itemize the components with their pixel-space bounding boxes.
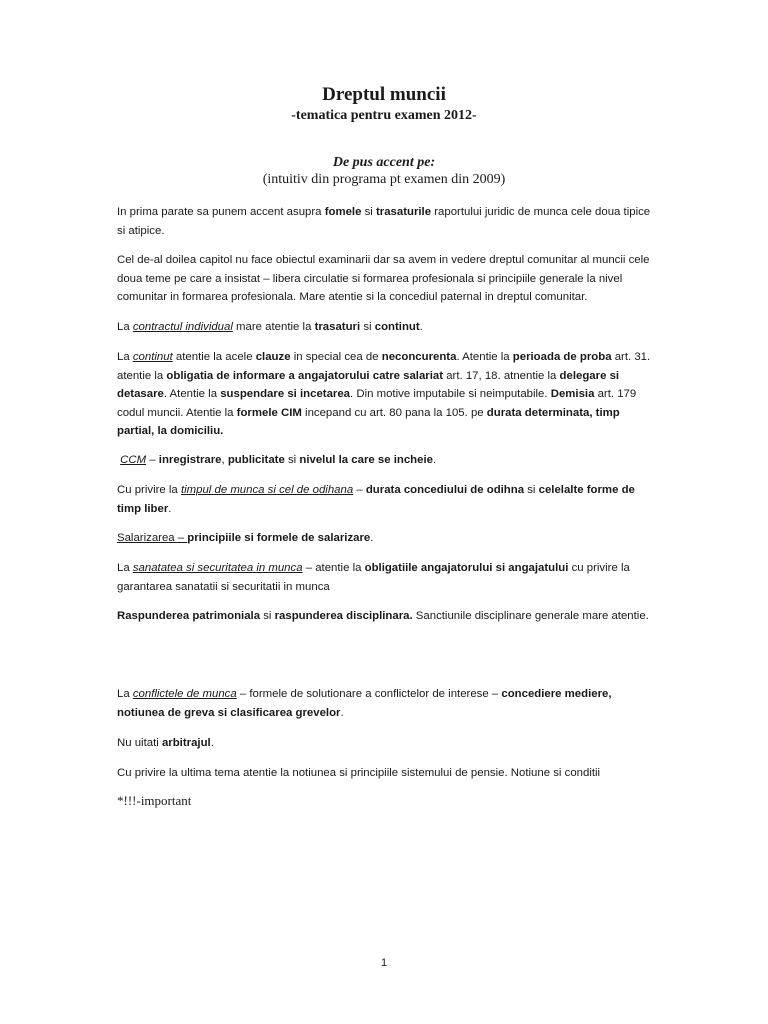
paragraph-text: Cel de-al doilea capitol nu face obiectul examinarii dar sa avem in vedere dreptul comunitar al muncii cele doua teme pe care a insistat – libera circulatie si formarea profesionala si principiile generale la nivel comunitar in formarea profesionala. Mare atentie si la concediul paternal in dreptul comunitar. (117, 254, 650, 304)
text-span: in special cea de (290, 351, 382, 363)
text-span: , (221, 454, 228, 466)
text-span: La (117, 321, 133, 333)
text-span: si (284, 454, 300, 466)
text-span: – atentie la (302, 562, 365, 574)
program-note: (intuitiv din programa pt examen din 2009) (262, 172, 506, 187)
important-note: *!!!-important (117, 793, 192, 808)
text-span: atentie la acele (172, 351, 256, 363)
text-span: cu privire la garantarea sanatatii si securitatii in munca (117, 562, 630, 593)
document-subtitle: -tematica pentru examen 2012- (291, 108, 477, 123)
paragraph-health-safety (117, 559, 657, 596)
text-span: si (524, 484, 539, 496)
bold-term: nivelul la care se incheie (299, 454, 433, 466)
paragraph-working-time (117, 481, 657, 518)
text-span: art. 31. atentie la (117, 351, 651, 382)
accent-heading: De pus accent pe: (332, 155, 436, 170)
bold-term: durata determinata, timp partial, la domiciliu. (117, 406, 620, 438)
paragraph-arbitration (117, 734, 657, 753)
bold-term: neconcurenta (381, 351, 457, 363)
paragraph-text: Cu privire la ultima tema atentie la notiunea si principiile sistemului de pensie. Notiune si conditii (117, 767, 601, 779)
text-span: – (146, 454, 159, 466)
underlined-term: continut (132, 351, 173, 363)
underlined-term: – (177, 532, 188, 544)
text-span: . (432, 454, 437, 466)
bold-term: durata concediului de odihna (365, 484, 525, 496)
text-span: – formele de solutionare a conflictelor de interese – (236, 688, 502, 700)
bold-term: fomele (324, 206, 362, 218)
bold-term: delegare si detasare (117, 369, 620, 401)
bold-term: Raspunderea patrimoniala (117, 610, 261, 622)
paragraph-ccm (117, 451, 657, 470)
underlined-term: Salarizarea (117, 532, 178, 544)
underlined-term: sanatatea si securitatea in munca (132, 562, 303, 574)
text-span: . (419, 321, 423, 333)
bold-term: publicitate (227, 454, 285, 466)
document-title: Dreptul muncii (322, 84, 446, 105)
text-span: La (117, 351, 133, 363)
bold-term: concediere mediere, notiunea de greva si clasificarea grevelor (117, 688, 612, 719)
text-span: si (360, 321, 375, 333)
bold-term: continut (374, 321, 420, 333)
paragraph-salary (117, 529, 657, 548)
bold-term: arbitrajul (161, 737, 211, 749)
bold-term: formele CIM (236, 406, 302, 419)
paragraph-liability (117, 607, 657, 626)
text-span: – (353, 484, 366, 496)
bold-term: trasaturile (375, 206, 432, 218)
text-span: Nu uitati (117, 737, 162, 749)
text-span: . (370, 532, 374, 544)
bold-term: suspendare si incetarea (220, 388, 351, 401)
text-span: . Din motive imputabile si neimputabile. (350, 388, 551, 401)
bold-term: raspunderea disciplinara. (274, 610, 413, 622)
text-span: incepand cu art. 80 pana la 105. pe (301, 406, 487, 419)
text-span: La (117, 562, 133, 574)
text-span: Cu privire la (117, 484, 181, 496)
text-span: Sanctiunile disciplinare generale mare atentie. (412, 610, 649, 622)
paragraph-labor-conflicts (117, 685, 657, 722)
paragraph-pension (117, 764, 657, 783)
paragraph-community-law (117, 251, 657, 307)
underlined-term: contractul individual (132, 321, 233, 333)
text-span: . Atentie la (456, 351, 513, 363)
text-span: si (361, 206, 376, 218)
text-span: In prima parate sa punem accent asupra (117, 206, 325, 218)
bold-term: obligatia de informare a angajatorului catre salariat (166, 369, 444, 382)
bold-term: clauze (255, 351, 291, 363)
paragraph-individual-contract (117, 318, 657, 337)
bold-term: celelalte forme de timp liber (117, 484, 635, 515)
underlined-term: timpul de munca si cel de odihana (180, 484, 354, 496)
underlined-term: conflictele de munca (132, 688, 237, 700)
text-span: . (340, 706, 344, 719)
text-span: art. 179 codul muncii. Atentie la (117, 388, 637, 419)
text-span: La (117, 688, 133, 700)
text-span: art. 17, 18. atnentie la (443, 369, 560, 382)
page-number: 1 (380, 957, 388, 969)
underlined-term: CCM (120, 454, 147, 466)
text-span: mare atentie la (232, 321, 315, 333)
text-span: . (168, 502, 172, 515)
text-span: si (260, 610, 275, 622)
bold-term: principiile si formele de salarizare (187, 532, 371, 544)
bold-term: trasaturi (314, 321, 361, 333)
text-span: . (210, 737, 214, 749)
bold-term: Demisia (550, 388, 595, 401)
paragraph-content (117, 348, 657, 441)
bold-term: inregistrare (158, 454, 222, 466)
bold-term: obligatiile angajatorului si angajatului (364, 562, 569, 574)
bold-term: perioada de proba (512, 351, 612, 363)
text-span: raportului juridic de munca cele doua tipice si atipice. (117, 206, 651, 237)
text-span: . Atentie la (163, 388, 221, 401)
paragraph-forms (117, 203, 657, 240)
